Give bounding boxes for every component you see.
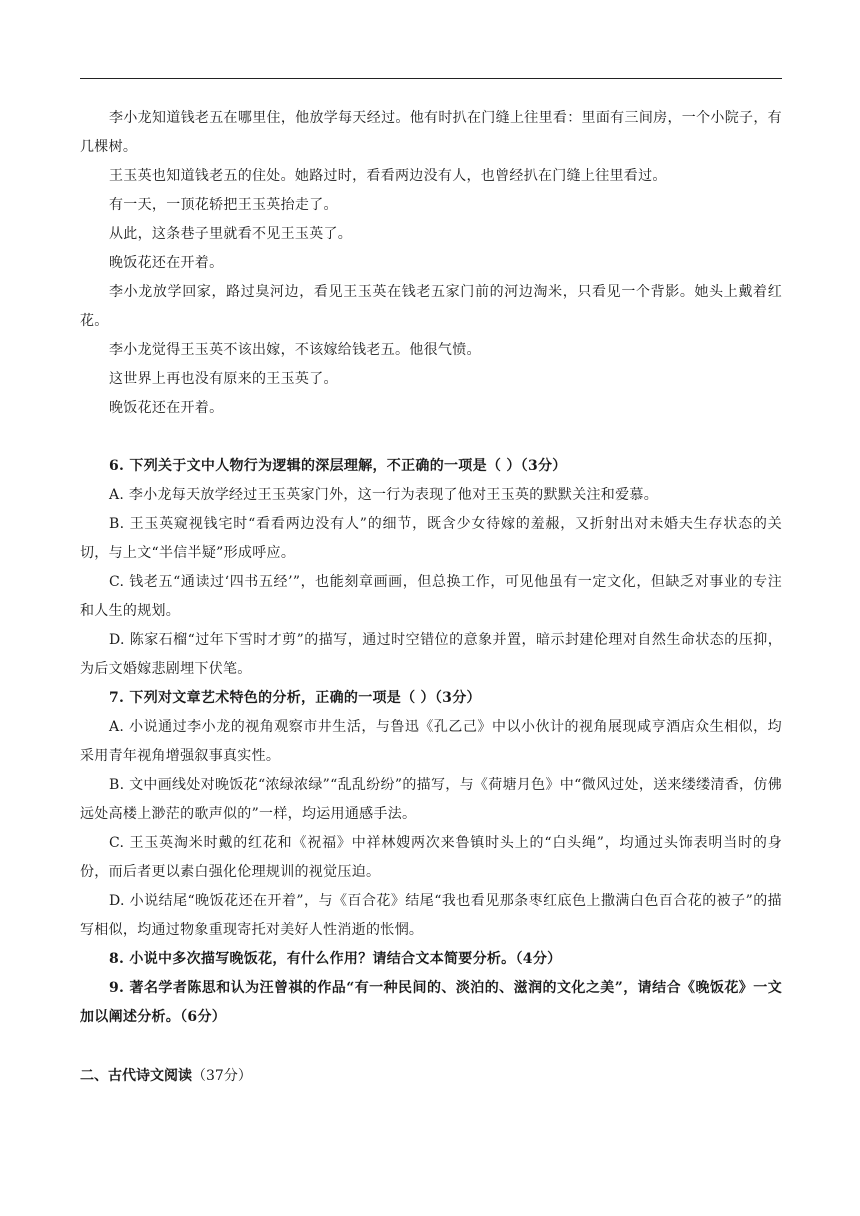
- question-7-option-b: B. 文中画线处对晚饭花“浓绿浓绿”“乱乱纷纷”的描写，与《荷塘月色》中“微风过处，送来缕缕清香，仿佛远处高楼上渺茫的歌声似的”一样，均运用通感手法。: [80, 777, 782, 822]
- passage-paragraph: 从此，这条巷子里就看不见王玉英了。: [109, 226, 353, 242]
- question-7-option-d: D. 小说结尾“晚饭花还在开着”，与《百合花》结尾“我也看见那条枣红底色上撒满白色百合花的被子”的描写相似，均通过物象重现寄托对美好人性消逝的怅惘。: [80, 893, 782, 938]
- spacer: [80, 423, 782, 452]
- question-6-stem: 6. 下列关于文中人物行为逻辑的深层理解，不正确的一项是（ ）（3分）: [109, 458, 567, 474]
- question-6-option-b: B. 王玉英窥视钱宅时“看看两边没有人”的细节，既含少女待嫁的羞赧，又折射出对未婚夫生存状态的关切，与上文“半信半疑”形成呼应。: [80, 516, 782, 561]
- passage-paragraph: 王玉英也知道钱老五的住处。她路过时，看看两边没有人，也曾经扒在门缝上往里看过。: [109, 168, 667, 184]
- section-heading: [80, 1062, 252, 1091]
- header-rule: [80, 78, 782, 79]
- question-6-option-c: C. 钱老五“通读过‘四书五经’”，也能刻章画画，但总换工作，可见他虽有一定文化，但缺乏对事业的专注和人生的规划。: [80, 574, 782, 619]
- passage-paragraph: 晚饭花还在开着。: [109, 255, 224, 271]
- passage-paragraph: 李小龙放学回家，路过臭河边，看见王玉英在钱老五家门前的河边淘米，只看见一个背影。她头上戴着红花。: [80, 284, 782, 329]
- question-6-option-a: A. 李小龙每天放学经过王玉英家门外，这一行为表现了他对王玉英的默默关注和爱慕。: [109, 487, 659, 503]
- document-body: [80, 104, 782, 1032]
- passage-paragraph: 这世界上再也没有原来的王玉英了。: [109, 371, 338, 387]
- question-9: 9. 著名学者陈思和认为汪曾祺的作品“有一种民间的、淡泊的、滋润的文化之美”，请结合《晚饭花》一文加以阐述分析。（6分）: [80, 980, 782, 1025]
- question-7-option-c: C. 王玉英淘米时戴的红花和《祝福》中祥林嫂两次来鲁镇时头上的“白头绳”，均通过头饰表明当时的身份，而后者更以素白强化伦理规训的视觉压迫。: [80, 835, 782, 880]
- section-score: （37分）: [192, 1068, 252, 1084]
- section-title: 二、古代诗文阅读: [80, 1068, 192, 1084]
- passage-paragraph: 李小龙知道钱老五在哪里住，他放学每天经过。他有时扒在门缝上往里看：里面有三间房，一个小院子，有几棵树。: [80, 110, 782, 155]
- question-7-stem: 7. 下列对文章艺术特色的分析，正确的一项是（ ）（3分）: [109, 690, 481, 706]
- question-8: 8. 小说中多次描写晚饭花，有什么作用？请结合文本简要分析。（4分）: [109, 951, 562, 967]
- question-7-option-a: A. 小说通过李小龙的视角观察市井生活，与鲁迅《孔乙己》中以小伙计的视角展现咸亨酒店众生相似，均采用青年视角增强叙事真实性。: [80, 719, 782, 764]
- passage-paragraph: 李小龙觉得王玉英不该出嫁，不该嫁给钱老五。他很气愤。: [109, 342, 481, 358]
- passage-paragraph: 晚饭花还在开着。: [109, 400, 224, 416]
- question-6-option-d: D. 陈家石榴“过年下雪时才剪”的描写，通过时空错位的意象并置，暗示封建伦理对自然生命状态的压抑，为后文婚嫁悲剧埋下伏笔。: [80, 632, 782, 677]
- passage-paragraph: 有一天，一顶花轿把王玉英抬走了。: [109, 197, 338, 213]
